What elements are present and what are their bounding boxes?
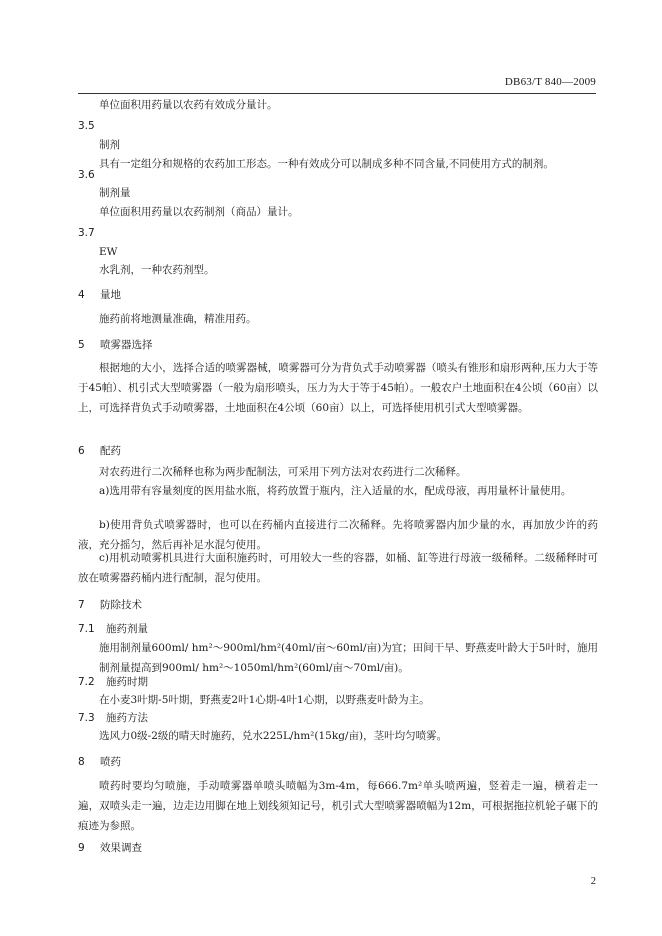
definition-3-7: 水乳剂，一种农药剂型。	[99, 264, 215, 276]
heading-9	[78, 838, 142, 858]
term-3-5: 制剂	[99, 139, 120, 151]
heading-9-title: 效果调查	[100, 842, 142, 854]
standard-code: DB63/T 840—2009	[504, 76, 596, 88]
heading-7-title: 防除技术	[100, 599, 142, 611]
definition-3-5: 具有一定组分和规格的农药加工形态。一种有效成分可以制成多种不同含量,不同使用方式的制剂。	[99, 158, 554, 170]
paragraph-6-intro: 对农药进行二次稀释也称为两步配制法，可采用下列方法对农药进行二次稀释。	[99, 466, 467, 478]
heading-7-3-number: 7.3	[78, 712, 95, 724]
heading-4-title: 量地	[100, 289, 121, 301]
heading-4-number: 4	[78, 289, 85, 301]
paragraph-5: 根据地的大小，选择合适的喷雾器械，喷雾器可分为背负式手动喷雾器（喷头有锥形和扇形两种,压力大于等于45帕）、机引式大型喷雾器（一般为扇形喷头，压力为大于等于45帕）。一般农户土地面积在4公顷（60亩）以上，可选择背负式手动喷雾器，土地面积在4公顷（60亩）以上，可选择使用机引式大型喷雾器。	[78, 362, 598, 414]
clause-number-3-7: 3.7	[78, 227, 95, 239]
paragraph-8: 喷药时要均匀喷施，手动喷雾器单喷头喷幅为3m-4m，每666.7m²单头喷两遍，竖着走一遍，横着走一遍，双喷头走一遍，边走边用脚在地上划线须知记号，机引式大型喷雾器喷幅为12m，可根据拖拉机轮子碾下的痕迹为参照。	[78, 780, 598, 832]
page-number: 2	[590, 876, 596, 887]
paragraph-6-a: a)选用带有容量刻度的医用盐水瓶，将药放置于瓶内，注入适量的水，配成母液，再用量杯计量使用。	[99, 485, 572, 497]
heading-6-title: 配药	[100, 445, 121, 457]
paragraph-7-1: 施用制剂量600ml/ hm²～900ml/hm²(40ml/亩～60ml/亩)为宜；田间干旱、野燕麦叶龄大于5叶时，施用制剂量提高到900ml/ hm²～1050ml/hm²(60ml/亩～70ml/亩)。	[99, 642, 598, 674]
heading-7-3-title: 施药方法	[106, 712, 148, 724]
heading-7-2-title: 施药时期	[106, 676, 148, 688]
paragraph-7-2: 在小麦3叶期-5叶期，野燕麦2叶1心期-4叶1心期，以野燕麦叶龄为主。	[99, 694, 430, 706]
heading-7-3	[78, 708, 148, 728]
heading-7-1-title: 施药剂量	[106, 623, 148, 635]
clause-number-3-6: 3.6	[78, 169, 95, 181]
term-3-7: EW	[99, 246, 118, 258]
heading-6-number: 6	[78, 445, 85, 457]
heading-7-1-number: 7.1	[78, 623, 95, 635]
heading-8	[78, 752, 121, 772]
heading-9-number: 9	[78, 842, 85, 854]
definition-3-6: 单位面积用药量以农药制剂（商品）量计。	[99, 206, 299, 218]
clause-number-3-5: 3.5	[78, 120, 95, 132]
heading-4	[78, 285, 121, 305]
definition-3-4: 单位面积用药量以农药有效成分量计。	[99, 99, 278, 111]
heading-7-number: 7	[78, 599, 85, 611]
heading-5	[78, 335, 153, 355]
paragraph-6-c: c)用机动喷雾机具进行大面积施药时，可用较大一些的容器，如桶、缸等进行母液一级稀释。二级稀释时可放在喷雾器药桶内进行配制，混匀使用。	[78, 552, 598, 584]
heading-7-1	[78, 619, 148, 639]
heading-5-number: 5	[78, 339, 85, 351]
heading-7-2-number: 7.2	[78, 676, 95, 688]
heading-5-title: 喷雾器选择	[100, 339, 153, 351]
paragraph-7-3: 选风力0级-2级的晴天时施药，兑水225L/hm²(15kg/亩)，茎叶均匀喷雾。	[99, 730, 448, 742]
heading-8-title: 喷药	[100, 756, 121, 768]
heading-8-number: 8	[78, 756, 85, 768]
term-3-6: 制剂量	[99, 187, 131, 199]
header-rule	[78, 93, 596, 94]
paragraph-4: 施药前将地测量准确，精准用药。	[99, 313, 257, 325]
heading-7-2	[78, 672, 148, 692]
heading-6	[78, 441, 121, 461]
heading-7	[78, 595, 142, 615]
paragraph-6-b: b)使用背负式喷雾器时，也可以在药桶内直接进行二次稀释。先将喷雾器内加少量的水，再加放少许的药液，充分摇匀，然后再补足水混匀使用。	[78, 519, 598, 551]
